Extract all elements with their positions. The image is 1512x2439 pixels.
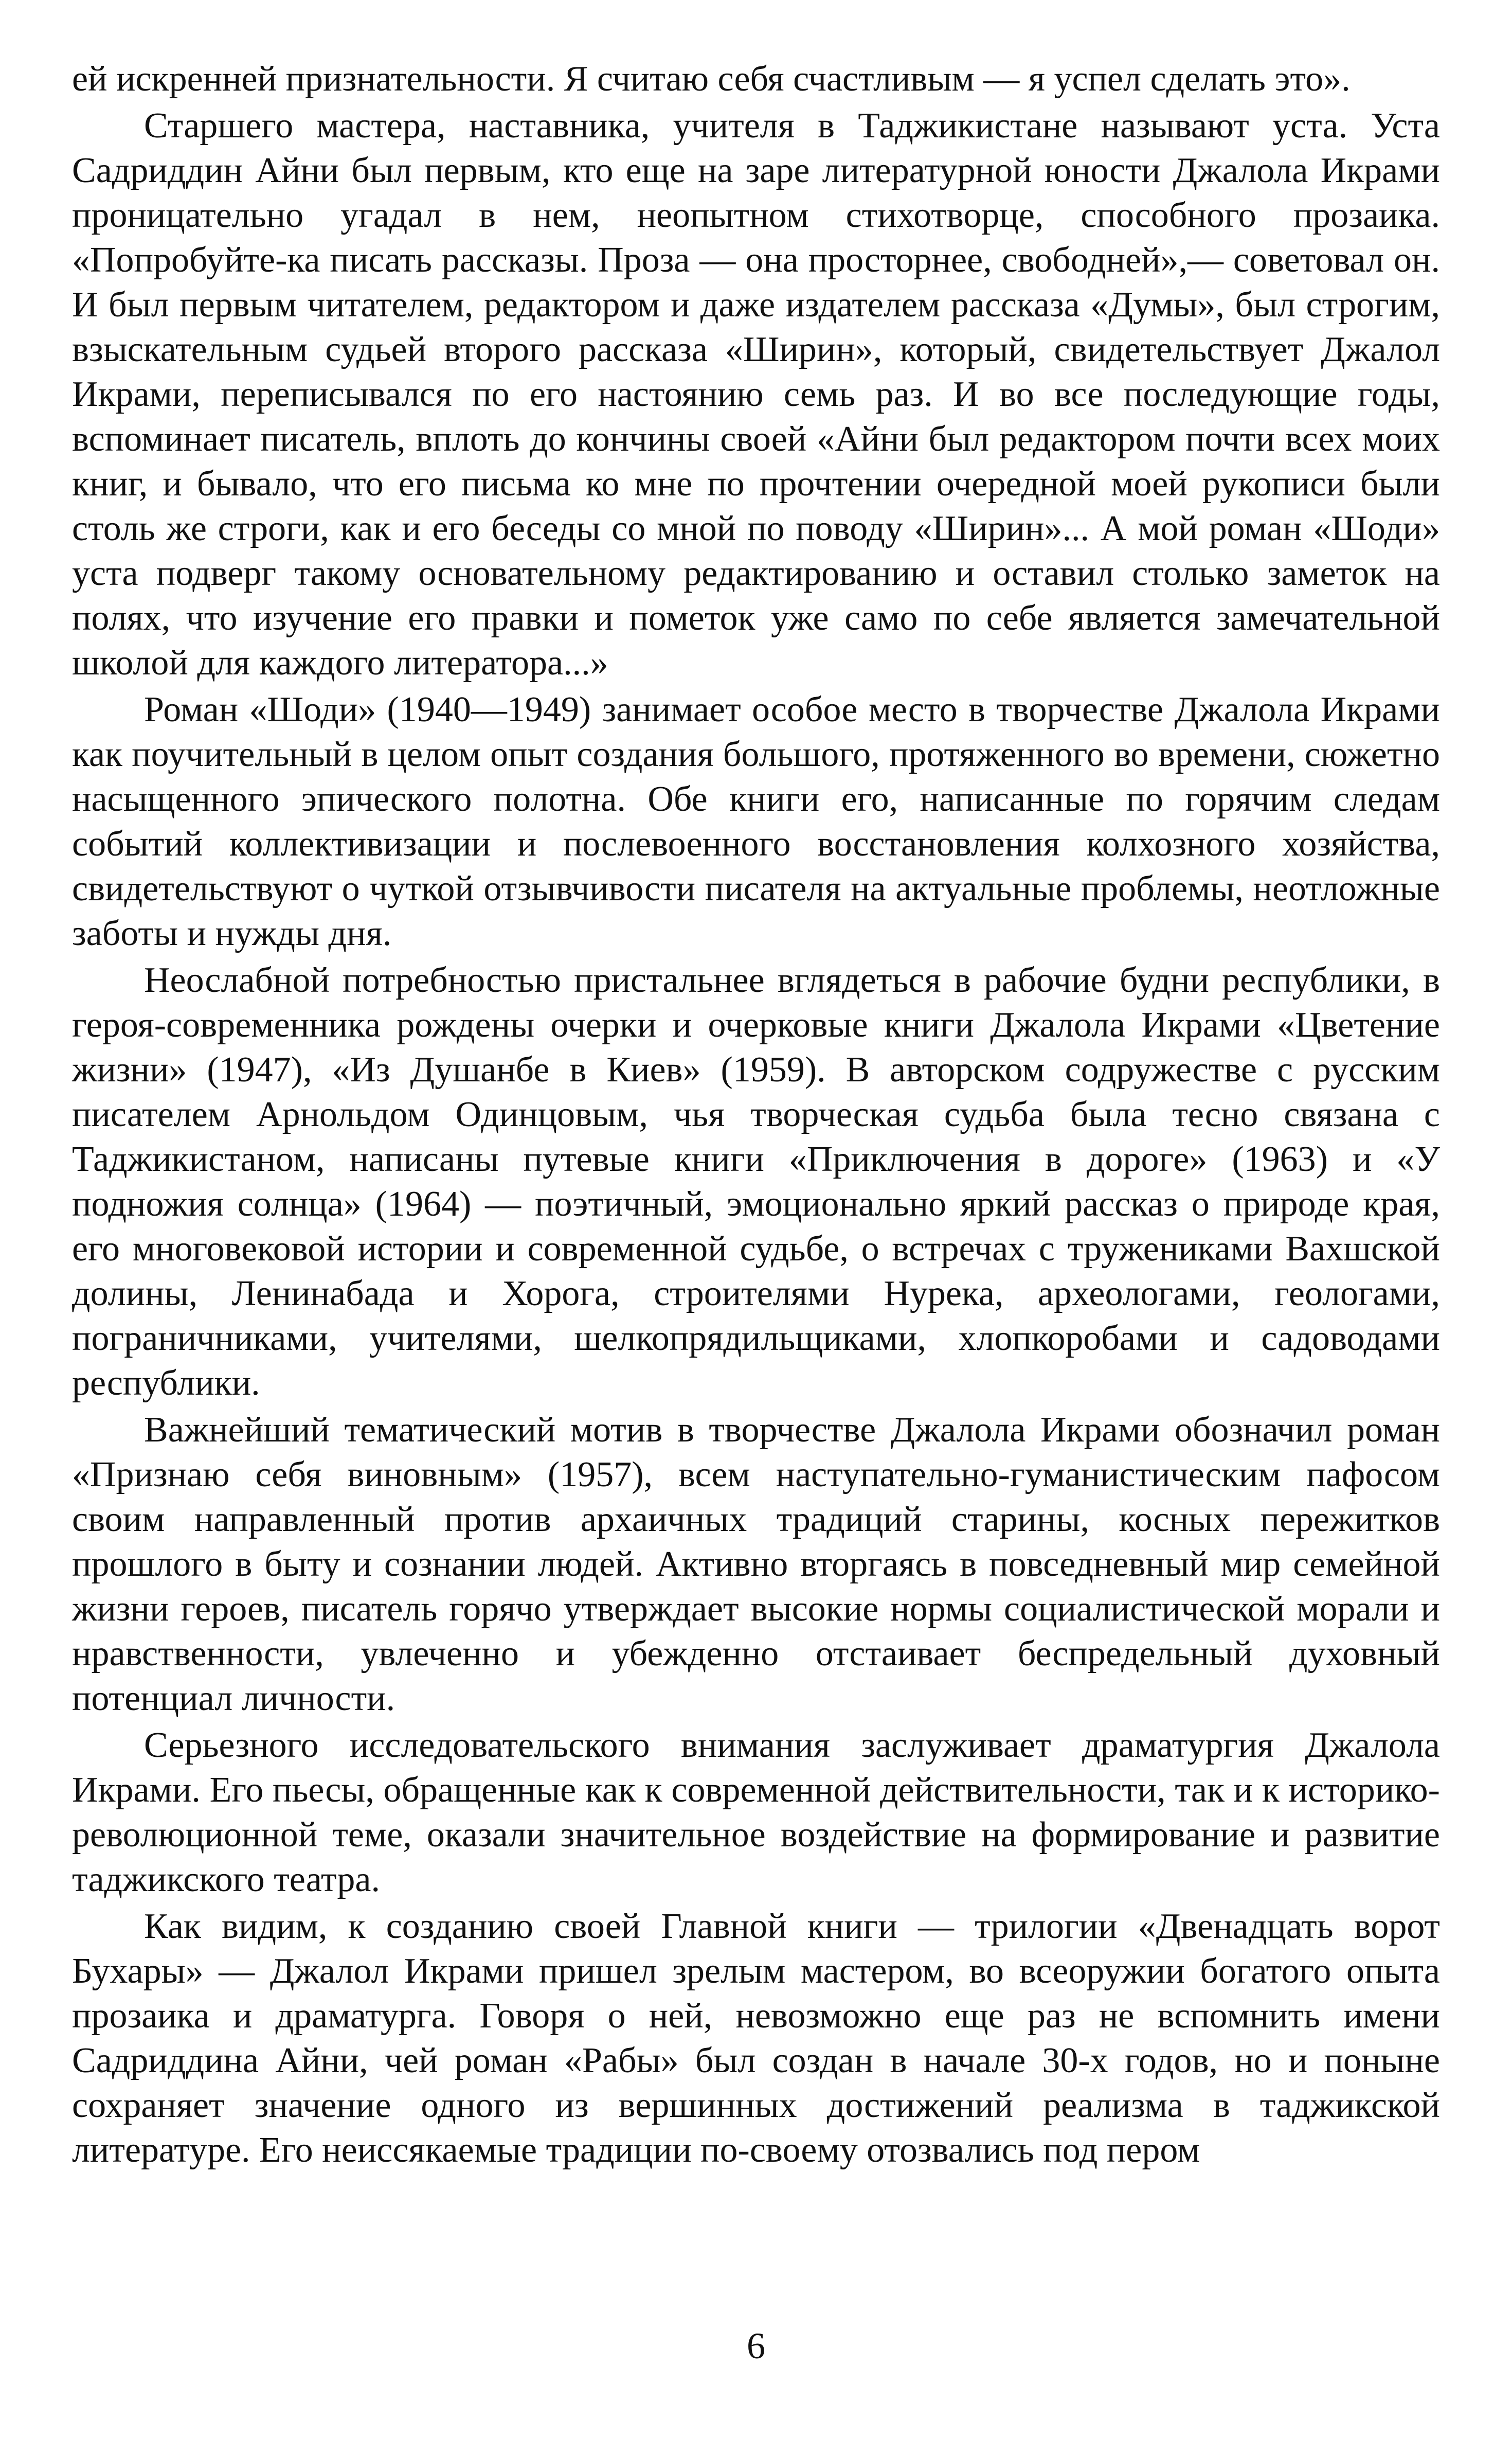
page-body <box>72 57 1440 2361</box>
paragraph-shodi-novel: Роман «Шоди» (1940—1949) занимает особое место в творчестве Джалола Икрами как поучительный в целом опыт создания большого, протяженного во времени, сюжетно насыщенного эпического полотна. Обе книги его, написанные по горячим следам событий коллективизации и послевоенного восстановления колхозного хозяйства, свидетельствуют о чуткой отзывчивости писателя на актуальные проблемы, неотложные заботы и нужды дня. <box>72 690 1440 953</box>
paragraph-guilty-novel: Важнейший тематический мотив в творчестве Джалола Икрами обозначил роман «Признаю себя виновным» (1957), всем наступательно-гуманистическим пафосом своим направленный против архаичных традиций старины, косных пережитков прошлого в быту и сознании людей. Активно вторгаясь в повседневный мир семейной жизни героев, писатель горячо утверждает высокие нормы социалистической морали и нравственности, увлеченно и убежденно отстаивает беспредельный духовный потенциал личности. <box>72 1410 1440 1718</box>
paragraph-essays: Неослабной потребностью пристальнее вглядеться в рабочие будни республики, в героя-современника рождены очерки и очерковые книги Джалола Икрами «Цветение жизни» (1947), «Из Душанбе в Киев» (1959). В авторском содружестве с русским писателем Арнольдом Одинцовым, чья творческая судьба была тесно связана с Таджикистаном, написаны путевые книги «Приключения в дороге» (1963) и «У подножия солнца» (1964) — поэтичный, эмоционально яркий рассказ о природе края, его многовековой истории и современной судьбе, о встречах с тружениками Вахшской долины, Ленинабада и Хорога, строителями Нурека, археологами, геологами, пограничниками, учителями, шелкопрядильщиками, хлопкоробами и садоводами республики. <box>72 960 1440 1403</box>
page-number: 6 <box>747 2325 765 2366</box>
paragraph-trilogy: Как видим, к созданию своей Главной книги — трилогии «Двенадцать ворот Бухары» — Джалол Икрами пришел зрелым мастером, во всеоружии богатого опыта прозаика и драматурга. Говоря о ней, невозможно еще раз не вспомнить имени Садриддина Айни, чей роман «Рабы» был создан в начале 30-х годов, но и поныне сохраняет значение одного из вершинных достижений реализма в таджикской литературе. Его неиссякаемые традиции по-своему отозвались под пером <box>72 1907 1440 2170</box>
paragraph-usta-aini: Старшего мастера, наставника, учителя в Таджикистане называют уста. Уста Садриддин Айни был первым, кто еще на заре литературной юности Джалола Икрами проницательно угадал в нем, неопытном стихотворце, способного прозаика. «Попробуйте-ка писать рассказы. Проза — она просторнее, свободней»,— советовал он. И был первым читателем, редактором и даже издателем рассказа «Думы», был строгим, взыскательным судьей второго рассказа «Ширин», который, свидетельствует Джалол Икрами, переписывался по его настоянию семь раз. И во все последующие годы, вспоминает писатель, вплоть до кончины своей «Айни был редактором почти всех моих книг, и бывало, что его письма ко мне по прочтении очередной моей рукописи были столь же строги, как и его беседы со мной по поводу «Ширин»... А мой роман «Шоди» уста подверг такому основательному редактированию и оставил столько заметок на полях, что изучение его правки и пометок уже само по себе является замечательной школой для каждого литератора...» <box>72 106 1440 683</box>
paragraph-continuation: ей искренней признательности. Я считаю себя счастливым — я успел сделать это». <box>72 59 1351 99</box>
paragraph-drama: Серьезного исследовательского внимания заслуживает драматургия Джалола Икрами. Его пьесы, обращенные как к современной действительности, так и к историко-революционной теме, оказали значительное воздействие на формирование и развитие таджикского театра. <box>72 1725 1440 1899</box>
